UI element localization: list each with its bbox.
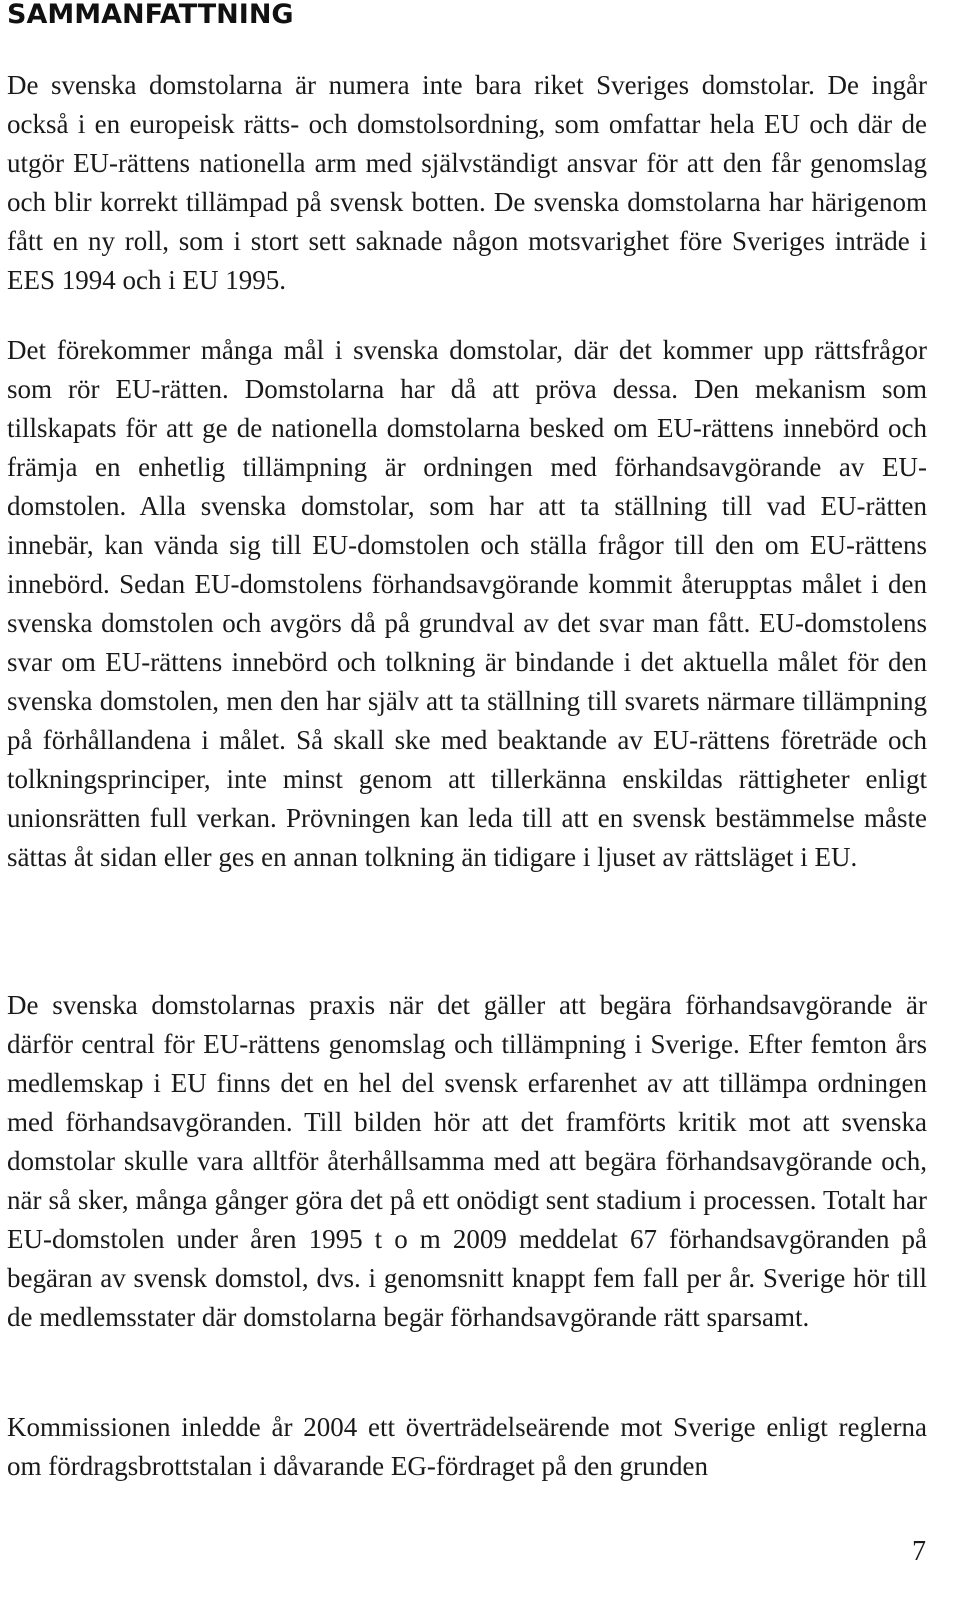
page-number: 7 [912,1536,926,1567]
paragraph-2: Det förekommer många mål i svenska domstolar, där det kommer upp rättsfrågor som rör EU-rätten. Domstolarna har då att pröva dessa. Den mekanism som tillskapats för att ge de nationella domstolarna besked om EU-rättens innebörd och främja en enhetlig tillämpning är ordningen med förhandsavgörande av EU-domstolen. Alla svenska domstolar, som har att ta ställning till vad EU-rätten innebär, kan vända sig till EU-domstolen och ställa frågor till den om EU-rättens innebörd. Sedan EU-domstolens förhandsavgörande kommit återupptas målet i den svenska domstolen och avgörs då på grundval av det svar man fått. EU-domstolens svar om EU-rättens innebörd och tolkning är bindande i det aktuella målet för den svenska domstolen, men den har själv att ta ställning till svarets närmare tillämpning på förhållandena i målet. Så skall ske med beaktande av EU-rättens företräde och tolkningsprinciper, inte minst genom att tillerkänna enskildas rättigheter enligt unionsrätten full verkan. Prövningen kan leda till att en svensk bestämmelse måste sättas åt sidan eller ges en annan tolkning än tidigare i ljuset av rättsläget i EU. [7,335,927,872]
paragraph-4: Kommissionen inledde år 2004 ett överträdelseärende mot Sverige enligt reglerna om fördragsbrottstalan i dåvarande EG-fördraget på den grunden [7,1412,927,1481]
paragraph-3: De svenska domstolarnas praxis när det gäller att begära förhandsavgörande är därför central för EU-rättens genomslag och tillämpning i Sverige. Efter femton års medlemskap i EU finns det en hel del svensk erfarenhet av att tillämpa ordningen med förhandsavgöranden. Till bilden hör att det framförts kritik mot att svenska domstolar skulle vara alltför återhållsamma med att begära förhandsavgörande och, när så sker, många gånger göra det på ett onödigt sent stadium i processen. Totalt har EU-domstolen under åren 1995 t o m 2009 meddelat 67 förhandsavgöranden på begäran av svensk domstol, dvs. i genomsnitt knappt fem fall per år. Sverige hör till de medlemsstater där domstolarna begär förhandsavgörande rätt sparsamt. [7,990,927,1332]
paragraph-1: De svenska domstolarna är numera inte bara riket Sveriges domstolar. De ingår också i en europeisk rätts- och domstolsordning, som omfattar hela EU och där de utgör EU-rättens nationella arm med självständigt ansvar för att den får genomslag och blir korrekt tillämpad på svensk botten. De svenska domstolarna har härigenom fått en ny roll, som i stort sett saknade någon motsvarighet före Sveriges inträde i EES 1994 och i EU 1995. [7,70,927,295]
section-heading: SAMMANFATTNING [7,0,294,30]
